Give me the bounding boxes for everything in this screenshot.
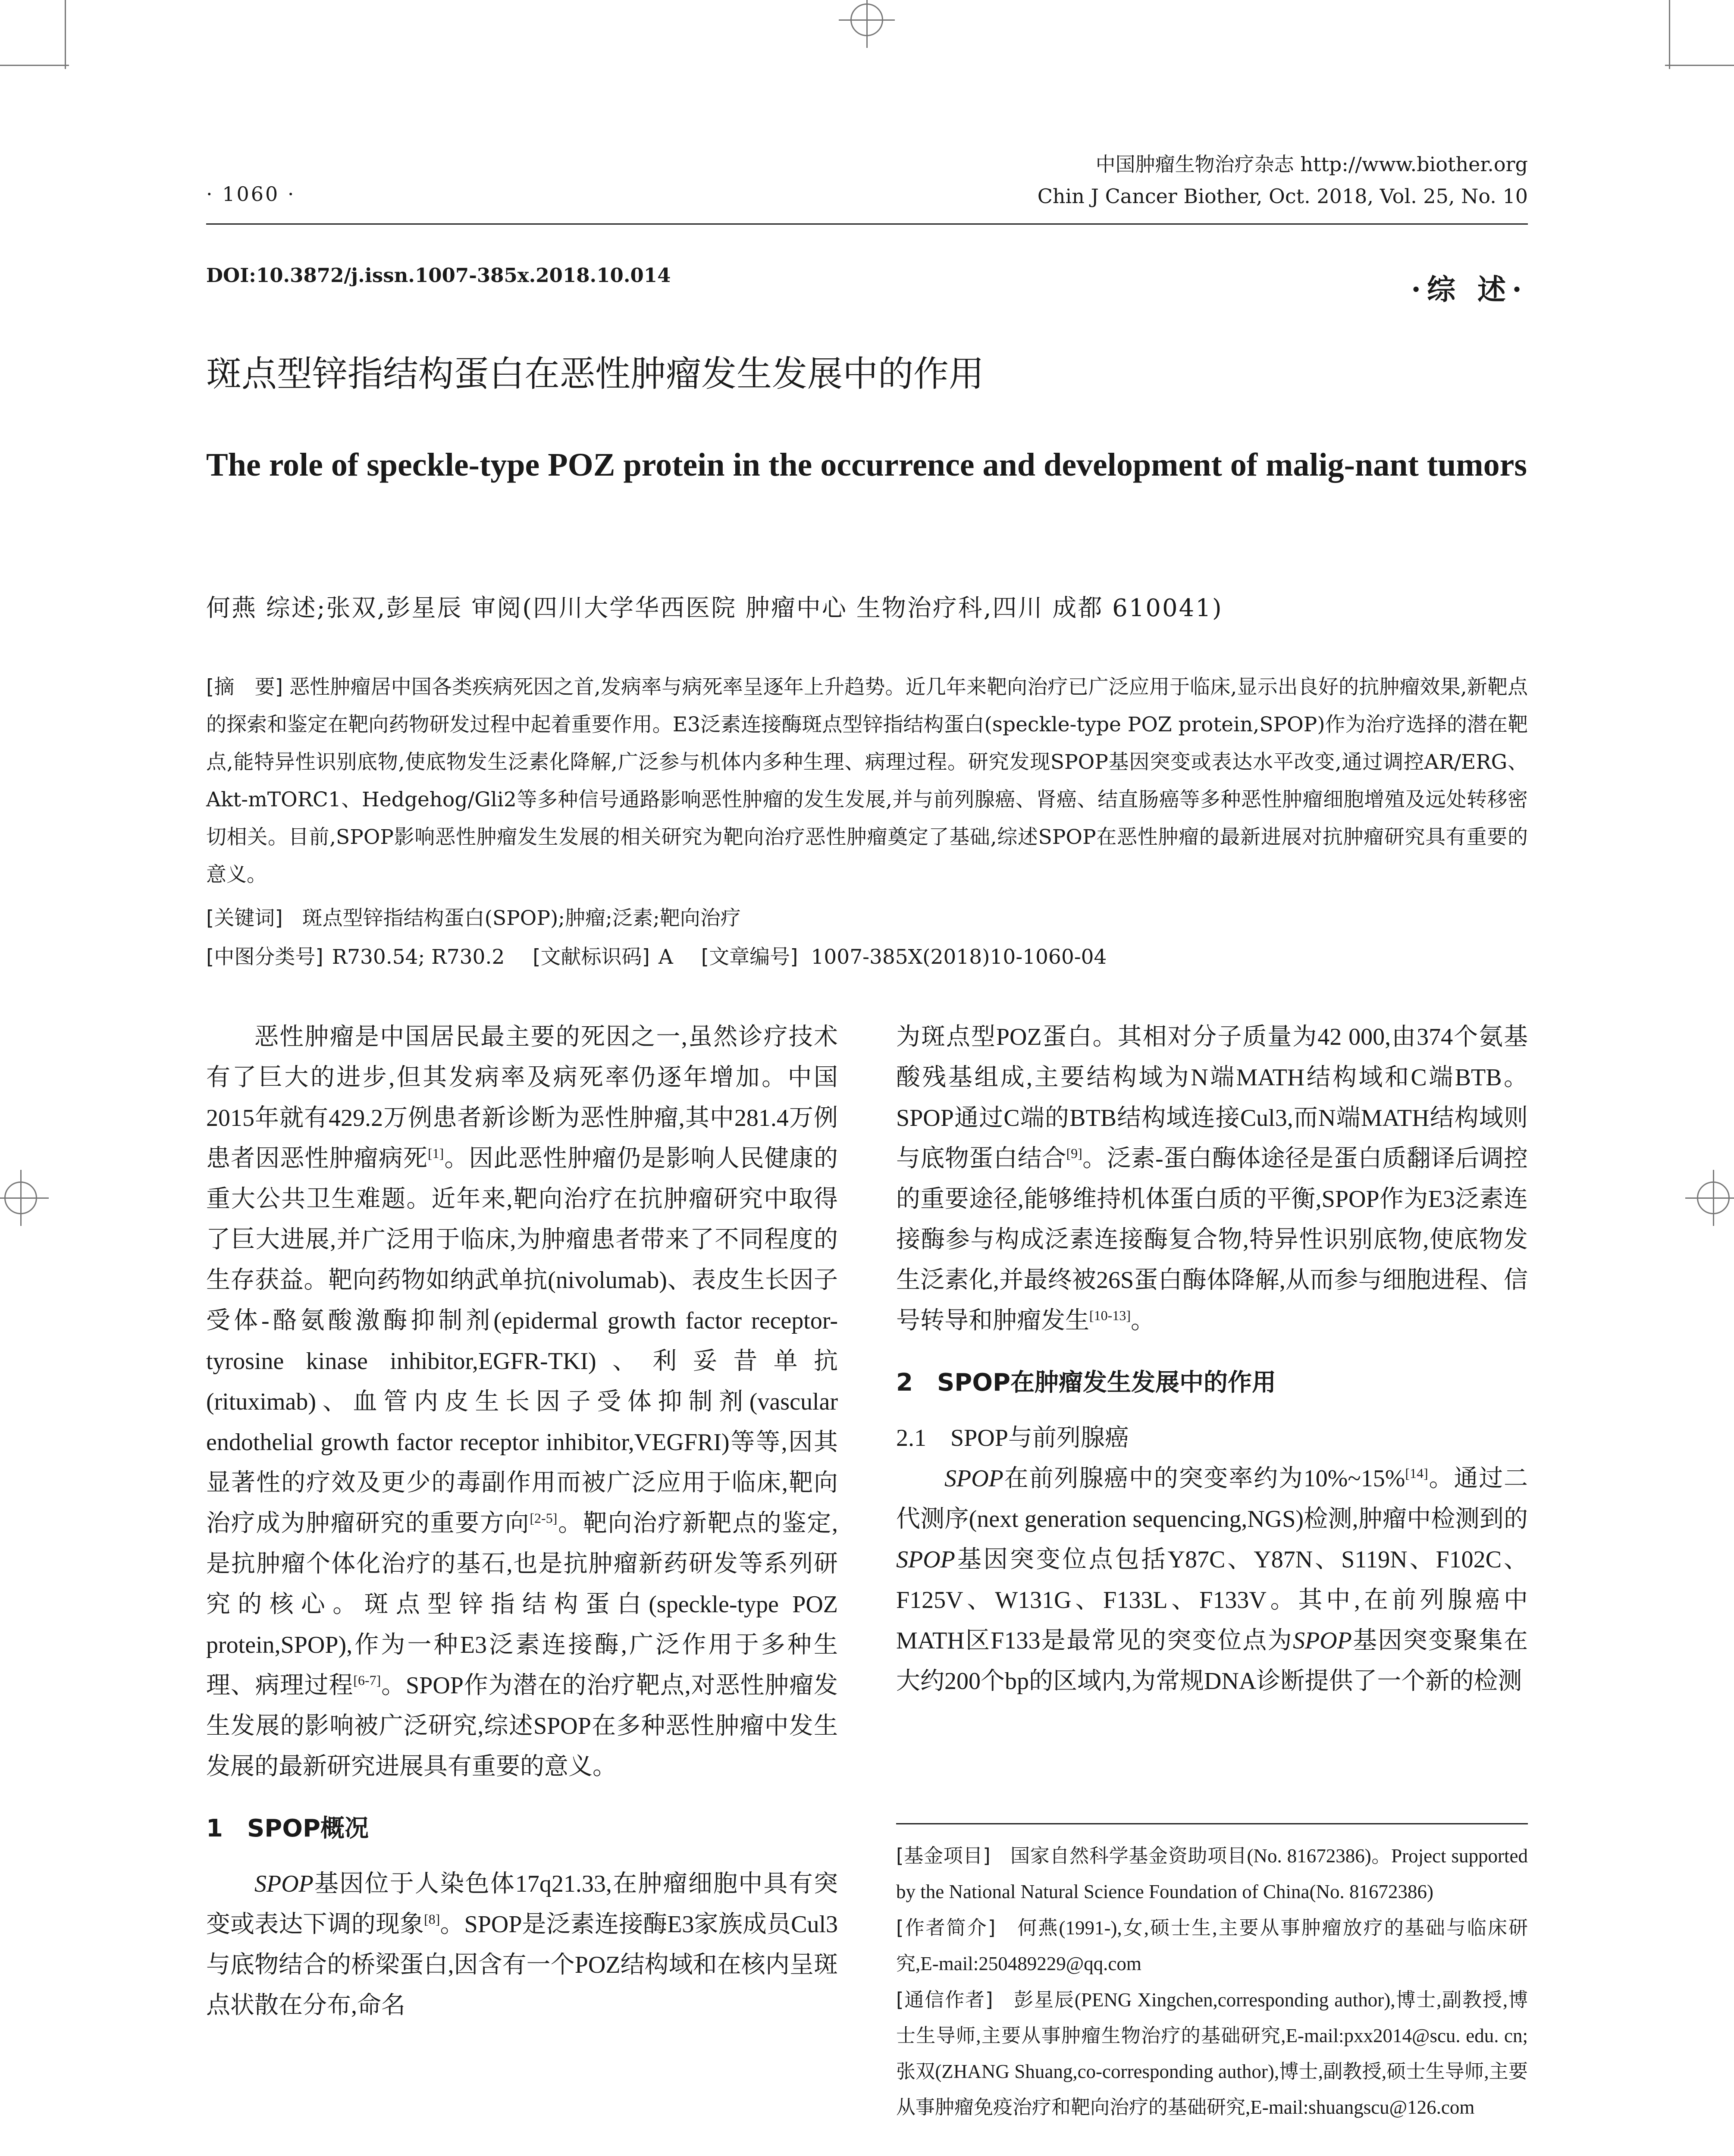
gene-name: SPOP	[254, 1871, 314, 1897]
body-column-left	[206, 1017, 838, 2026]
section-2-1-text-a: 在前列腺癌中的突变率约为10%~15%	[1003, 1465, 1405, 1492]
section-1-paragraph	[206, 1864, 838, 2026]
gene-name: SPOP	[896, 1546, 955, 1573]
footnote-correspondence	[896, 1982, 1528, 2125]
fund-label: [基金项目]	[896, 1844, 991, 1867]
intro-text-3: 。靶向治疗新靶点的鉴定,是抗肿瘤个体化治疗的基石,也是抗肿瘤新药研发等系列研究的核心。斑点型锌指结构蛋白(speckle-type POZ protein,SPOP),作为一种E3泛素连接酶,广泛作用于多种生理、病理过程	[206, 1510, 838, 1699]
keywords	[206, 902, 741, 931]
registration-mark-top	[850, 3, 883, 36]
article-number-label: [文章编号]	[701, 945, 798, 969]
section-2-1-text-b: 。通过二代测序(next generation sequencing,NGS)检测,肿瘤中检测到的	[896, 1465, 1528, 1532]
section-2-heading: 2 SPOP在肿瘤发生发展中的作用	[896, 1369, 1276, 1397]
title-chinese: 斑点型锌指结构蛋白在恶性肿瘤发生发展中的作用	[206, 354, 985, 395]
classification-line	[206, 941, 1128, 970]
footnote-author	[896, 1910, 1528, 1982]
crop-mark-top-right	[1669, 0, 1670, 69]
abstract-label: [摘 要]	[206, 675, 283, 699]
crop-mark-top-left	[65, 0, 66, 69]
body-column-right	[896, 1017, 1528, 1702]
section-tag: ·综 述·	[1411, 273, 1528, 306]
crop-mark-top-left-h	[0, 65, 69, 66]
doc-code-value: A	[658, 945, 673, 969]
section-1-text-a: 基因位于人染色体17q21.33,在肿瘤细胞中具有突变或表达下调的现象	[206, 1871, 838, 1938]
intro-text-4: 。SPOP作为潜在的治疗靶点,对恶性肿瘤发生发展的影响被广泛研究,综述SPOP在多种恶性肿瘤中发生发展的最新研究进展具有重要的意义。	[206, 1672, 838, 1780]
keywords-text: 斑点型锌指结构蛋白(SPOP);肿瘤;泛素;靶向治疗	[302, 906, 741, 930]
citation: [9]	[1066, 1145, 1082, 1161]
page-number: · 1060 ·	[206, 182, 296, 206]
gene-name: SPOP	[1292, 1627, 1352, 1654]
intro-paragraph	[206, 1017, 838, 1787]
gene-name: SPOP	[944, 1465, 1003, 1492]
correspondence-text: 彭星辰(PENG Xingchen,corresponding author),博士,副教授,博士生导师,主要从事肿瘤生物治疗的基础研究,E-mail:pxx2014@scu. edu. cn;张双(ZHANG Shuang,co-corresponding author),博士,副教授,硕士生导师,主要从事肿瘤免疫治疗和靶向治疗的基础研究,E-mail:shuangscu@126.com	[896, 1989, 1528, 2118]
title-english: The role of speckle-type POZ protein in the occurrence and development of malig-nant tumors	[206, 447, 1527, 483]
citation: [14]	[1405, 1465, 1428, 1481]
section-2-1-text-c: 基因突变位点包括Y87C、Y87N、S119N、F102C、F125V、W131G、F133L、F133V。其中,在前列腺癌中MATH区F133是最常见的突变位点为	[896, 1546, 1528, 1654]
authors-affiliation: 何燕 综述;张双,彭星辰 审阅(四川大学华西医院 肿瘤中心 生物治疗科,四川 成都 610041)	[206, 594, 1223, 622]
doc-code-label: [文献标识码]	[533, 945, 650, 969]
footnotes	[896, 1838, 1528, 2125]
citation: [6-7]	[353, 1672, 381, 1688]
abstract-text: 恶性肿瘤居中国各类疾病死因之首,发病率与病死率呈逐年上升趋势。近几年来靶向治疗已广泛应用于临床,显示出良好的抗肿瘤效果,新靶点的探索和鉴定在靶向药物研发过程中起着重要作用。E3泛素连接酶斑点型锌指结构蛋白(speckle-type POZ protein,SPOP)作为治疗选择的潜在靶点,能特异性识别底物,使底物发生泛素化降解,广泛参与机体内多种生理、病理过程。研究发现SPOP基因突变或表达水平改变,通过调控AR/ERG、Akt-mTORC1、Hedgehog/Gli2等多种信号通路影响恶性肿瘤的发生发展,并与前列腺癌、肾癌、结直肠癌等多种恶性肿瘤细胞增殖及远处转移密切相关。目前,SPOP影响恶性肿瘤发生发展的相关研究为靶向治疗恶性肿瘤奠定了基础,综述SPOP在恶性肿瘤的最新进展对抗肿瘤研究具有重要的意义。	[206, 675, 1528, 887]
section-1-heading: 1 SPOP概况	[206, 1814, 369, 1843]
intro-text-2: 。因此恶性肿瘤仍是影响人民健康的重大公共卫生难题。近年来,靶向治疗在抗肿瘤研究中取得了巨大进展,并广泛用于临床,为肿瘤患者带来了不同程度的生存获益。靶向药物如纳武单抗(nivolumab)、表皮生长因子受体-酪氨酸激酶抑制剂(epidermal growth factor receptor-tyrosine kinase inhibitor,EGFR-TKI)、利妥昔单抗(rituximab)、血管内皮生长因子受体抑制剂(vascular endothelial growth factor receptor inhibitor,VEGFRI)等等,因其显著性的疗效及更少的毒副作用而被广泛应用于临床,靶向治疗成为肿瘤研究的重要方向	[206, 1145, 838, 1537]
citation: [2-5]	[530, 1510, 558, 1526]
section-2-1-paragraph	[896, 1458, 1528, 1702]
citation: [1]	[427, 1145, 444, 1161]
clc-value: R730.54; R730.2	[332, 945, 505, 969]
footnote-fund	[896, 1838, 1528, 1910]
continued-text-3: 。	[1130, 1307, 1155, 1334]
footnote-rule	[896, 1823, 1528, 1824]
section-2-1-text-d: 基因突变聚集在大约200个bp的区域内,为常规DNA诊断提供了一个新的检测	[896, 1627, 1528, 1695]
correspondence-label: [通信作者]	[896, 1988, 993, 2011]
intro-text-1: 恶性肿瘤是中国居民最主要的死因之一,虽然诊疗技术有了巨大的进步,但其发病率及病死率仍逐年增加。中国2015年就有429.2万例患者新诊断为恶性肿瘤,其中281.4万例患者因恶性肿瘤病死	[206, 1024, 838, 1172]
citation: [10-13]	[1089, 1307, 1131, 1323]
journal-name-en: Chin J Cancer Biother, Oct. 2018, Vol. 25, No. 10	[1037, 185, 1528, 208]
citation: [8]	[424, 1911, 440, 1927]
clc-label: [中图分类号]	[206, 945, 323, 969]
section-1-text-b: 。SPOP是泛素连接酶E3家族成员Cul3与底物结合的桥梁蛋白,因含有一个POZ结构域和在核内呈斑点状散在分布,命名	[206, 1911, 838, 2019]
continued-text-1: 为斑点型POZ蛋白。其相对分子质量为42 000,由374个氨基酸残基组成,主要结构域为N端MATH结构域和C端BTB。SPOP通过C端的BTB结构域连接Cul3,而N端MATH结构域则与底物蛋白结合	[896, 1024, 1528, 1172]
continued-paragraph	[896, 1017, 1528, 1341]
continued-text-2: 。泛素-蛋白酶体途径是蛋白质翻译后调控的重要途径,能够维持机体蛋白质的平衡,SPOP作为E3泛素连接酶参与构成泛素连接酶复合物,特异性识别底物,使底物发生泛素化,并最终被26S蛋白酶体降解,从而参与细胞进程、信号转导和肿瘤发生	[896, 1145, 1528, 1334]
abstract	[206, 668, 1528, 893]
fund-text: 国家自然科学基金资助项目(No. 81672386)。Project supported by the National Natural Science Foundation of China(No. 81672386)	[896, 1845, 1528, 1902]
registration-mark-right	[1697, 1181, 1730, 1214]
doi: DOI:10.3872/j.issn.1007-385x.2018.10.014	[206, 264, 671, 287]
header-rule	[206, 223, 1528, 225]
journal-name-cn: 中国肿瘤生物治疗杂志 http://www.biother.org	[1095, 153, 1528, 176]
author-label: [作者简介]	[896, 1916, 996, 1939]
crop-mark-top-right-h	[1665, 65, 1734, 66]
section-2-1-heading: 2.1 SPOP与前列腺癌	[896, 1425, 1129, 1451]
registration-mark-left	[4, 1181, 37, 1214]
author-text: 何燕(1991-),女,硕士生,主要从事肿瘤放疗的基础与临床研究,E-mail:250489229@qq.com	[896, 1917, 1528, 1974]
keywords-label: [关键词]	[206, 906, 283, 930]
article-number-value: 1007-385X(2018)10-1060-04	[811, 945, 1107, 969]
